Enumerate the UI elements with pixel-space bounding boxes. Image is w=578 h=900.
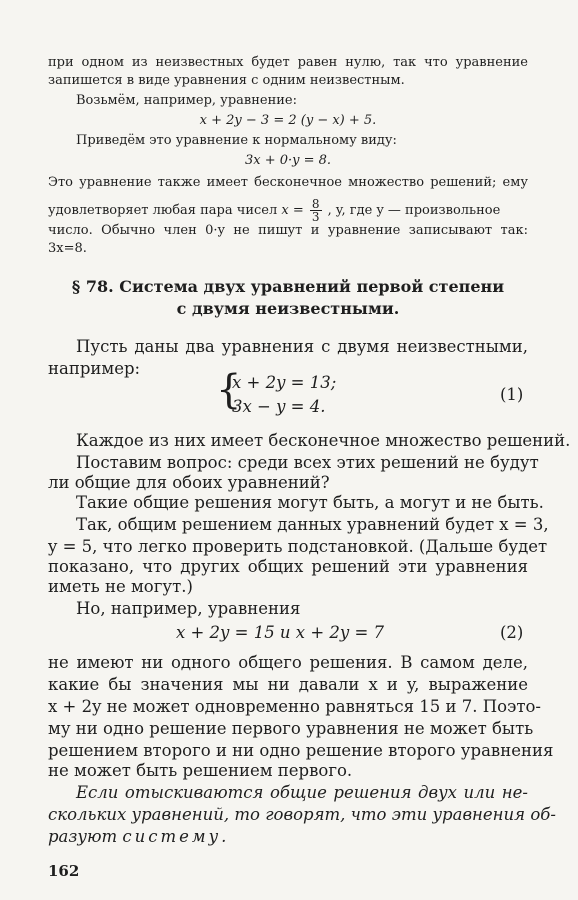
text-fragment: , y, где y — произвольное [327, 203, 501, 218]
text-line: y = 5, что легко проверить подстановкой. (Дальше будет [48, 537, 548, 556]
text-fragment: разуют [48, 827, 118, 846]
text-line: какие бы значения мы ни давали x и y, выражение [48, 675, 528, 694]
text-line: показано, что других общих решений эти уравнения [48, 557, 528, 576]
section-heading: § 78. Система двух уравнений первой степени [71, 277, 505, 296]
text-line: му ни одно решение первого уравнения не может быть [48, 719, 534, 738]
text-line: Это уравнение также имеет бесконечное множество решений; ему [48, 175, 528, 190]
text-fragment: удовлетворяет любая пара чисел [48, 203, 278, 218]
text-line-with-fraction [48, 198, 528, 223]
text-line: не имеют ни одного общего решения. В самом деле, [48, 653, 528, 672]
text-line: Возьмём, например, уравнение: [76, 93, 297, 108]
equation-number: (2) [500, 623, 524, 642]
math-fragment: x = [281, 203, 304, 218]
fraction [310, 198, 322, 223]
equation: x + 2y − 3 = 2 (y − x) + 5. [199, 113, 377, 128]
text-line: решением второго и ни одно решение второго уравнения [48, 741, 554, 760]
text-line: Приведём это уравнение к нормальному виду: [76, 133, 397, 148]
section-heading: с двумя неизвестными. [176, 299, 400, 318]
term-system: систему. [122, 827, 230, 846]
text-line: Каждое из них имеет бесконечное множество решений. [76, 431, 571, 450]
system-equation-1: x + 2y = 13; [232, 373, 337, 392]
fraction-numerator: 8 [311, 197, 320, 211]
fraction-denominator: 3 [311, 210, 320, 224]
text-line: число. Обычно член 0·y не пишут и уравнение записывают так: [48, 223, 528, 238]
text-line: при одном из неизвестных будет равен нулю, так что уравнение [48, 55, 528, 70]
definition-line [48, 826, 528, 848]
text-line: 3x=8. [48, 241, 87, 256]
text-line: запишется в виде уравнения с одним неизвестным. [48, 73, 405, 88]
definition-line: скольких уравнений, то говорят, что эти уравнения об- [48, 805, 556, 824]
text-line: Такие общие решения могут быть, а могут и не быть. [76, 493, 544, 512]
system-brace: { [216, 367, 242, 413]
equation: 3x + 0·y = 8. [244, 153, 332, 168]
text-line: например: [48, 359, 141, 378]
definition-line: Если отыскиваются общие решения двух или не- [76, 783, 528, 802]
text-line: не может быть решением первого. [48, 761, 353, 780]
text-line: Поставим вопрос: среди всех этих решений не будут [76, 453, 539, 472]
equation: x + 2y = 15 и x + 2y = 7 [175, 623, 385, 642]
text-line: Пусть даны два уравнения с двумя неизвестными, [76, 337, 528, 356]
text-line: x + 2y не может одновременно равняться 15 и 7. Поэто- [48, 697, 541, 716]
text-line: Так, общим решением данных уравнений будет x = 3, [76, 515, 549, 534]
equation-number: (1) [500, 385, 524, 404]
page-number: 162 [48, 862, 80, 880]
text-line: ли общие для обоих уравнений? [48, 473, 330, 492]
text-line: Но, например, уравнения [76, 599, 301, 618]
system-equation-2: 3x − y = 4. [232, 397, 326, 416]
text-line: иметь не могут.) [48, 577, 193, 596]
